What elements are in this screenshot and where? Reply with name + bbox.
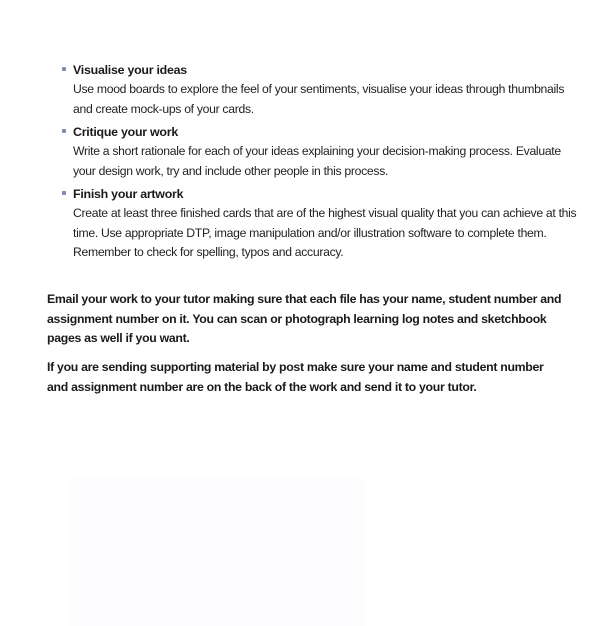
step-title: Visualise your ideas [73,63,187,77]
list-item [62,123,582,181]
step-body: Create at least three finished cards that are of the highest visual quality that you can achieve at this time. Use appropriate DTP, image manipulation and/or illustration software to complete them. Remember to check for spelling, typos and accuracy. [73,206,577,259]
submission-email-paragraph: Email your work to your tutor making sure that each file has your name, student number and assignment number on it. You can scan or photograph learning log notes and sketchbook pages as well if you want. [47,292,562,345]
list-item [62,185,582,263]
bullet-icon [62,129,66,133]
step-title: Critique your work [73,125,178,139]
blank-panel [70,478,365,626]
list-item [62,61,582,119]
bullet-icon [62,67,66,71]
step-body: Write a short rationale for each of your ideas explaining your decision-making process. Evaluate your design work, try and include other people in this process. [73,144,561,178]
bullet-icon [62,191,66,195]
submission-post-paragraph: If you are sending supporting material by post make sure your name and student number and assignment number are on the back of the work and send it to your tutor. [47,360,544,394]
steps-list [62,61,582,267]
step-body: Use mood boards to explore the feel of your sentiments, visualise your ideas through thumbnails and create mock-ups of your cards. [73,82,565,116]
step-title: Finish your artwork [73,187,184,201]
